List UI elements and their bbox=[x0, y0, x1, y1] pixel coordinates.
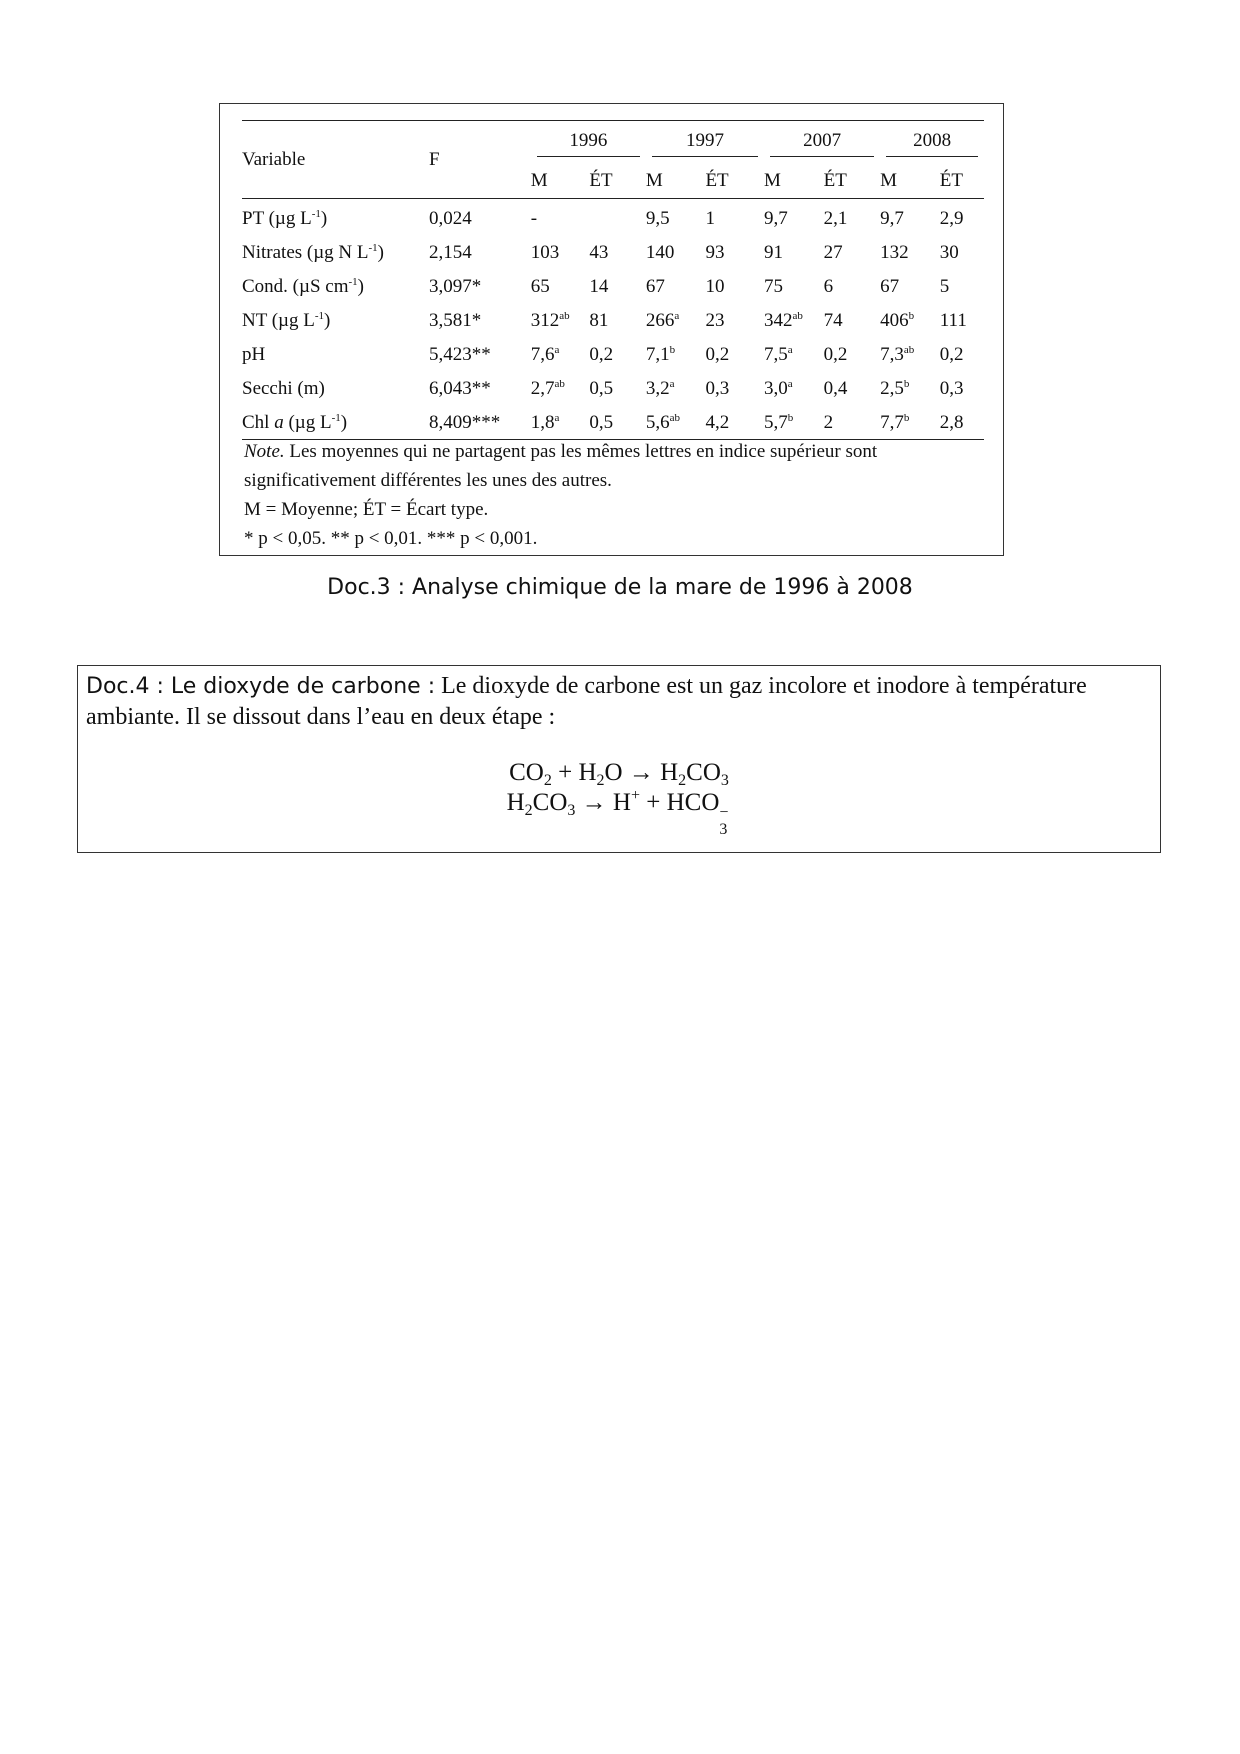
cell-sd: 0,5 bbox=[589, 411, 614, 433]
doc4-text: Le dioxyde de carbone est un gaz incolore et inodore à température ambiante. Il se dissout dans l’eau en deux étape : bbox=[86, 673, 1087, 730]
cell-mean: 266$^a$ bbox=[645, 309, 680, 331]
header-mean: M bbox=[764, 170, 781, 191]
cell-sd: 0,2 bbox=[823, 343, 848, 365]
header-mean: M bbox=[880, 170, 898, 191]
cell-mean: 5,6$^{ab}$ bbox=[645, 411, 680, 433]
table-row bbox=[242, 199, 984, 236]
cell-mean: 7,7$^b$ bbox=[880, 411, 910, 433]
row-f-value: 3,097* bbox=[429, 275, 482, 297]
cell-sd: 6 bbox=[823, 275, 834, 297]
cell-mean: $342^{ab}$ bbox=[764, 309, 803, 331]
row-variable: Chl a (µg $L^{-1}$) bbox=[242, 411, 348, 433]
row-f-value: 6,043** bbox=[429, 377, 491, 399]
cell-sd: 10 bbox=[705, 275, 725, 297]
row-f-value: 3,581* bbox=[429, 309, 482, 331]
cell-sd: 23 bbox=[705, 309, 725, 331]
row-variable: Cond. (µS $cm^{-1}$) bbox=[242, 275, 364, 297]
cell-sd: 2 bbox=[823, 411, 834, 433]
header-year-1997: 1997 bbox=[646, 121, 764, 164]
note-line-1 bbox=[244, 437, 984, 466]
cell-mean: 7,6$^a$ bbox=[530, 343, 560, 365]
equations bbox=[78, 758, 1160, 838]
header-sd: ÉT bbox=[823, 170, 847, 191]
cell-sd: 2,9 bbox=[939, 207, 964, 229]
equation-2: $H_2CO_3 \to H^+$ + HCO − 3 bbox=[506, 787, 729, 838]
cell-sd: 30 bbox=[939, 241, 959, 263]
table-row bbox=[242, 235, 984, 269]
table-row bbox=[242, 337, 984, 371]
header-year-1996: 1996 bbox=[531, 121, 646, 164]
cell-sd: 4,2 bbox=[705, 411, 730, 433]
cell-sd: 111 bbox=[939, 309, 967, 331]
cell-mean: 2,5$^b$ bbox=[880, 377, 910, 399]
row-variable: Secchi (m) bbox=[242, 377, 325, 399]
cell-mean: 91 bbox=[764, 241, 784, 263]
header-sd: ÉT bbox=[705, 170, 729, 191]
table-row bbox=[242, 405, 984, 440]
cell-mean: 9,7 bbox=[880, 207, 904, 229]
cell-sd: 14 bbox=[589, 275, 609, 297]
note-text-1: Les moyennes qui ne partagent pas les mêmes lettres en indice supérieur sont bbox=[284, 441, 878, 462]
cell-mean: 7,1$^b$ bbox=[645, 343, 676, 365]
header-f: F bbox=[429, 149, 440, 170]
table-note bbox=[244, 437, 984, 553]
cell-sd bbox=[589, 199, 646, 236]
header-sd: ÉT bbox=[589, 170, 613, 191]
doc4-label: Doc.4 : Le dioxyde de carbone : bbox=[86, 674, 436, 699]
cell-sd: 5 bbox=[939, 275, 950, 297]
cell-sd: 0,2 bbox=[589, 343, 614, 365]
cell-sd: 93 bbox=[705, 241, 725, 263]
cell-mean: 2,7$^{ab}$ bbox=[530, 377, 565, 399]
cell-sd: 0,2 bbox=[939, 343, 964, 365]
row-variable: pH bbox=[242, 343, 266, 365]
header-mean: M bbox=[645, 170, 663, 191]
cell-sd: 0,4 bbox=[823, 377, 848, 399]
cell-sd: 0,3 bbox=[939, 377, 964, 399]
row-variable: Nitrates (µg N $L^{-1}$) bbox=[242, 241, 384, 263]
cell-mean: 7,5$^a$ bbox=[764, 343, 793, 365]
cell-sd: 2,8 bbox=[939, 411, 964, 433]
cell-mean: 75 bbox=[764, 275, 784, 297]
cell-sd: 43 bbox=[589, 241, 609, 263]
cell-mean: 132 bbox=[880, 241, 909, 263]
cell-sd: 1 bbox=[705, 207, 715, 229]
cell-sd: 74 bbox=[823, 309, 843, 331]
chemical-analysis-table bbox=[242, 120, 984, 440]
doc4-paragraph bbox=[86, 671, 1152, 732]
cell-mean: 3,0$^a$ bbox=[764, 377, 793, 399]
cell-mean: 1,8$^a$ bbox=[530, 411, 560, 433]
note-label: Note. bbox=[244, 441, 285, 462]
doc4-box bbox=[77, 665, 1161, 853]
row-f-value: 8,409*** bbox=[429, 411, 501, 433]
cell-mean: 7,3$^{ab}$ bbox=[880, 343, 915, 365]
row-variable: PT (µg $L^{-1}$) bbox=[242, 207, 328, 229]
cell-sd: 81 bbox=[589, 309, 609, 331]
note-line-2: significativement différentes les unes des autres. bbox=[244, 470, 612, 491]
cell-mean: 3,2$^a$ bbox=[645, 377, 675, 399]
cell-sd: 0,2 bbox=[705, 343, 730, 365]
cell-mean: 406$^b$ bbox=[880, 309, 915, 331]
equation-1: $CO_2 + H_2O \to H_2CO_3$ bbox=[509, 759, 729, 789]
cell-mean: 9,7 bbox=[764, 207, 788, 229]
cell-mean: 65 bbox=[530, 275, 550, 297]
row-f-value: 0,024 bbox=[429, 207, 472, 229]
cell-sd: 0,3 bbox=[705, 377, 730, 399]
header-mean: M bbox=[530, 170, 548, 191]
row-f-value: 5,423** bbox=[429, 343, 491, 365]
note-line-3: M = Moyenne; ÉT = Écart type. bbox=[244, 499, 489, 520]
cell-sd: 0,5 bbox=[589, 377, 614, 399]
cell-mean: 103 bbox=[530, 241, 560, 263]
doc3-caption: Doc.3 : Analyse chimique de la mare de 1996 à 2008 bbox=[327, 575, 913, 600]
cell-mean: 140 bbox=[645, 241, 675, 263]
row-f-value: 2,154 bbox=[429, 241, 472, 263]
cell-mean: - bbox=[530, 207, 538, 229]
table-row bbox=[242, 371, 984, 405]
header-sd: ÉT bbox=[939, 170, 963, 191]
cell-mean: 67 bbox=[880, 275, 900, 297]
header-variable: Variable bbox=[242, 149, 306, 170]
cell-mean: $312^{ab}$ bbox=[530, 309, 570, 331]
cell-mean: 9,5 bbox=[645, 207, 670, 229]
cell-mean: 5,7$^b$ bbox=[764, 411, 794, 433]
note-line-4: * p < 0,05. ** p < 0,01. *** p < 0,001. bbox=[244, 528, 538, 549]
cell-sd: 27 bbox=[823, 241, 843, 263]
header-year-2007: 2007 bbox=[764, 121, 880, 164]
table-body bbox=[242, 199, 984, 440]
doc3-table-frame bbox=[219, 103, 1004, 556]
row-variable: NT (µg $L^{-1}$) bbox=[242, 309, 331, 331]
header-year-2008: 2008 bbox=[880, 121, 984, 164]
cell-sd: 2,1 bbox=[823, 207, 848, 229]
cell-mean: 67 bbox=[645, 275, 665, 297]
table-row bbox=[242, 269, 984, 303]
table-row bbox=[242, 303, 984, 337]
